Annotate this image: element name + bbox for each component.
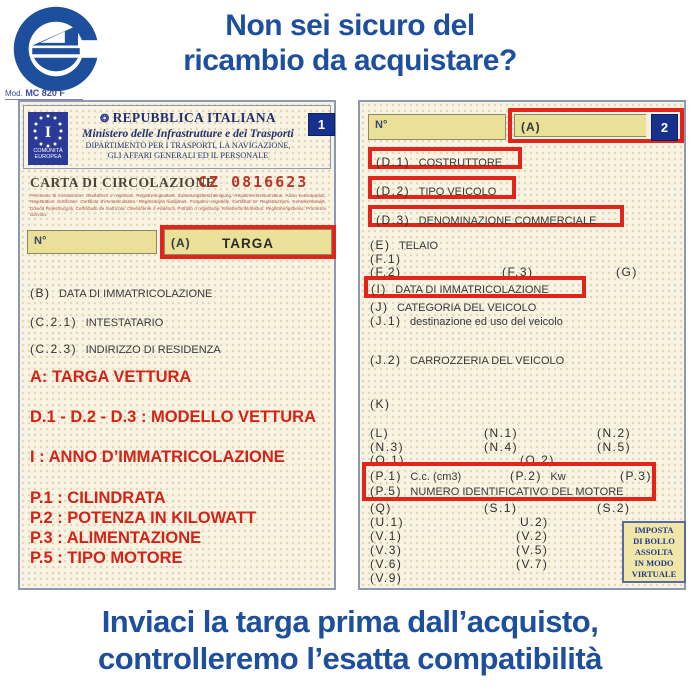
- stamp-line: VIRTUALE: [631, 569, 677, 579]
- field-code: (L): [370, 426, 390, 440]
- doc2-field-row: [370, 351, 564, 369]
- eu-community-label: COMUNITÀ EUROPEA: [33, 148, 63, 160]
- annotation-alimentazione: P.3 : ALIMENTAZIONE: [30, 529, 202, 547]
- doc-serial-number: CZ 0816623: [198, 173, 309, 191]
- form-model-prefix: Mod.: [5, 89, 23, 98]
- field-code: (P.5): [370, 484, 402, 498]
- annotation-modello: D.1 - D.2 - D.3 : MODELLO VETTURA: [30, 408, 317, 426]
- doc2-number-field-label: N°: [375, 119, 388, 131]
- multilingual-text: Permesso di circolazione. Osvědčení o registraci. Registreringsattest. Zulassungsbescheinigung. Registreerimistunnistus. Άδεια κυκλοφορίας. Registration certificate. Certificat d'immatriculation. Registracijos liudijimas. Forgalmi engedély. Certifikat ta' Registrazzjoni. Kentekenbewijs. Dowod Rejestracyjny. Certificado de matrícula. Osvedčenie o evidencii. Potrdilo o registraciji. Rekisteröintitodistus. Registreringsbevis. Prometna dozvola.: [30, 193, 326, 217]
- field-code: (S.2): [597, 501, 631, 515]
- field-code: U.2): [520, 515, 549, 529]
- field-code: (J.2): [370, 353, 402, 367]
- highlight-data-immatricolazione: [364, 276, 586, 298]
- field-code: (V.7): [516, 557, 549, 571]
- annotation-cilindrata: P.1 : CILINDRATA: [30, 489, 166, 507]
- form-model-code: MC 820 F: [25, 88, 65, 98]
- field-code: (N.1): [484, 426, 519, 440]
- targa-value: TARGA: [222, 236, 274, 251]
- field-code: (D.2): [376, 184, 411, 198]
- field-code: (S.1): [484, 501, 518, 515]
- form-model-label: [5, 88, 83, 100]
- doc2-field-row: [370, 312, 563, 330]
- annotation-tipo-motore: P.5 : TIPO MOTORE: [30, 549, 183, 567]
- svg-text:I: I: [44, 124, 52, 141]
- field-code: (P.2): [510, 469, 542, 483]
- field-label: C.c. (cm3): [410, 471, 462, 483]
- field-code: (B): [30, 286, 51, 300]
- registration-card-page1: [18, 100, 336, 590]
- republic-title: REPUBBLICA ITALIANA: [112, 110, 276, 125]
- doc1-number-field: [27, 230, 157, 254]
- highlight-motore-group: [362, 462, 656, 501]
- field-code: (J): [370, 300, 389, 314]
- field-label: destinazione ed uso del veicolo: [409, 316, 563, 328]
- doc1-targa-field-highlight: [160, 225, 336, 259]
- field-label: CATEGORIA DEL VEICOLO: [396, 302, 537, 314]
- doc2-field-row: [370, 499, 676, 515]
- doc2-field-row: [370, 424, 676, 440]
- field-code: (N.5): [597, 440, 632, 454]
- field-code: (O.1): [370, 453, 405, 467]
- field-code: (Q): [370, 501, 392, 515]
- field-code: (P.1): [370, 469, 402, 483]
- field-code: (V.6): [370, 557, 403, 571]
- field-code: (V.5): [516, 543, 549, 557]
- field-code: (J.1): [370, 314, 402, 328]
- stamp-duty-box: [622, 521, 686, 583]
- field-code: (V.2): [516, 529, 549, 543]
- field-code: (V.3): [370, 543, 403, 557]
- field-label: DATA DI IMMATRICOLAZIONE: [58, 288, 213, 300]
- footer-line1: Inviaci la targa prima dall’acquisto,: [101, 604, 599, 639]
- field-code: (D.1): [376, 155, 411, 169]
- field-label: INTESTATARIO: [85, 317, 164, 329]
- department-line1: DIPARTIMENTO PER I TRASPORTI, LA NAVIGAZIONE,: [85, 141, 291, 150]
- page-title-line2: ricambio da acquistare?: [183, 44, 517, 77]
- doc1-field-row: [30, 313, 163, 331]
- doc2-targa-field-highlight: [508, 108, 684, 143]
- stamp-line: IN MODO: [634, 558, 674, 568]
- doc2-number-field: [368, 114, 506, 140]
- field-code: (N.4): [484, 440, 519, 454]
- doc1-header-text: [72, 110, 304, 160]
- field-label: INDIRIZZO DI RESIDENZA: [85, 344, 221, 356]
- field-code: (E): [370, 238, 391, 252]
- field-label: COSTRUTTORE: [418, 157, 503, 169]
- field-code: (O.2): [520, 453, 555, 467]
- field-label: NUMERO IDENTIFICATIVO DEL MOTORE: [410, 486, 624, 498]
- field-code: (G): [616, 265, 638, 279]
- field-code: (U.1): [370, 515, 405, 529]
- doc1-header: [23, 105, 331, 169]
- field-code: (N.3): [370, 440, 405, 454]
- field-code: (N.2): [597, 426, 632, 440]
- doc-title: CARTA DI CIRCOLAZIONE: [30, 175, 216, 190]
- stamp-line: ASSOLTA: [634, 547, 674, 557]
- highlight-denominazione: [368, 205, 624, 227]
- highlight-tipo-veicolo: [368, 176, 516, 199]
- department-line2: GLI AFFARI GENERALI ED IL PERSONALE: [107, 150, 269, 160]
- doc2-field-row: [370, 569, 402, 587]
- doc1-field-row: [30, 284, 212, 302]
- field-label: TIPO VEICOLO: [418, 186, 497, 198]
- doc2-field-row: [370, 438, 676, 454]
- field-code: (C.2.1): [30, 315, 78, 329]
- footer-line2: controlleremo l’esatta compatibilità: [98, 641, 602, 676]
- doc2-field-row: [370, 263, 676, 279]
- field-code: (F.2): [370, 265, 402, 279]
- page-title: [0, 8, 700, 78]
- field-code-a: (A): [521, 120, 541, 134]
- annotation-targa: A: TARGA VETTURA: [30, 368, 192, 386]
- doc-title-row: [30, 174, 328, 192]
- footer-cta: [0, 603, 700, 677]
- registration-card-page2: [358, 100, 686, 590]
- doc1-targa-field: [164, 229, 332, 255]
- eu-stars-icon: [30, 112, 66, 150]
- stamp-line: DI BOLLO: [633, 536, 675, 546]
- field-code: (I): [371, 282, 387, 296]
- stamp-line: IMPOSTA: [634, 525, 674, 535]
- field-label: DENOMINAZIONE COMMERCIALE: [418, 215, 597, 227]
- field-code: (P.3): [620, 469, 652, 483]
- field-code: (F.3): [502, 265, 534, 279]
- doc2-field-row: [370, 395, 391, 413]
- annotation-potenza: P.2 : POTENZA IN KILOWATT: [30, 509, 257, 527]
- field-label: Kw: [550, 471, 566, 483]
- italian-republic-emblem-icon: ❂: [100, 113, 110, 125]
- field-code: (V.9): [370, 571, 403, 585]
- field-code: (F.1): [370, 252, 402, 266]
- eu-community-emblem: [28, 112, 68, 165]
- field-label: DATA DI IMMATRICOLAZIONE: [395, 284, 549, 296]
- field-code: (C.2.3): [30, 342, 78, 356]
- highlight-costruttore: [368, 147, 522, 169]
- page-number-badge-2: 2: [651, 114, 678, 141]
- field-label: CARROZZERIA DEL VEICOLO: [409, 355, 565, 367]
- field-code: (V.1): [370, 529, 403, 543]
- page-title-line1: Non sei sicuro del: [225, 9, 475, 42]
- page-number-badge-1: 1: [308, 113, 335, 136]
- doc1-field-row: [30, 340, 221, 358]
- field-code: (D.3): [376, 213, 411, 227]
- ministry-title: Ministero delle Infrastrutture e dei Trasporti: [82, 128, 294, 140]
- doc1-number-field-label: N°: [34, 235, 47, 247]
- field-code-a: (A): [171, 236, 191, 250]
- annotation-anno: I : ANNO D’IMMATRICOLAZIONE: [30, 448, 285, 466]
- field-label: TELAIO: [398, 240, 439, 252]
- field-code: (K): [370, 397, 391, 411]
